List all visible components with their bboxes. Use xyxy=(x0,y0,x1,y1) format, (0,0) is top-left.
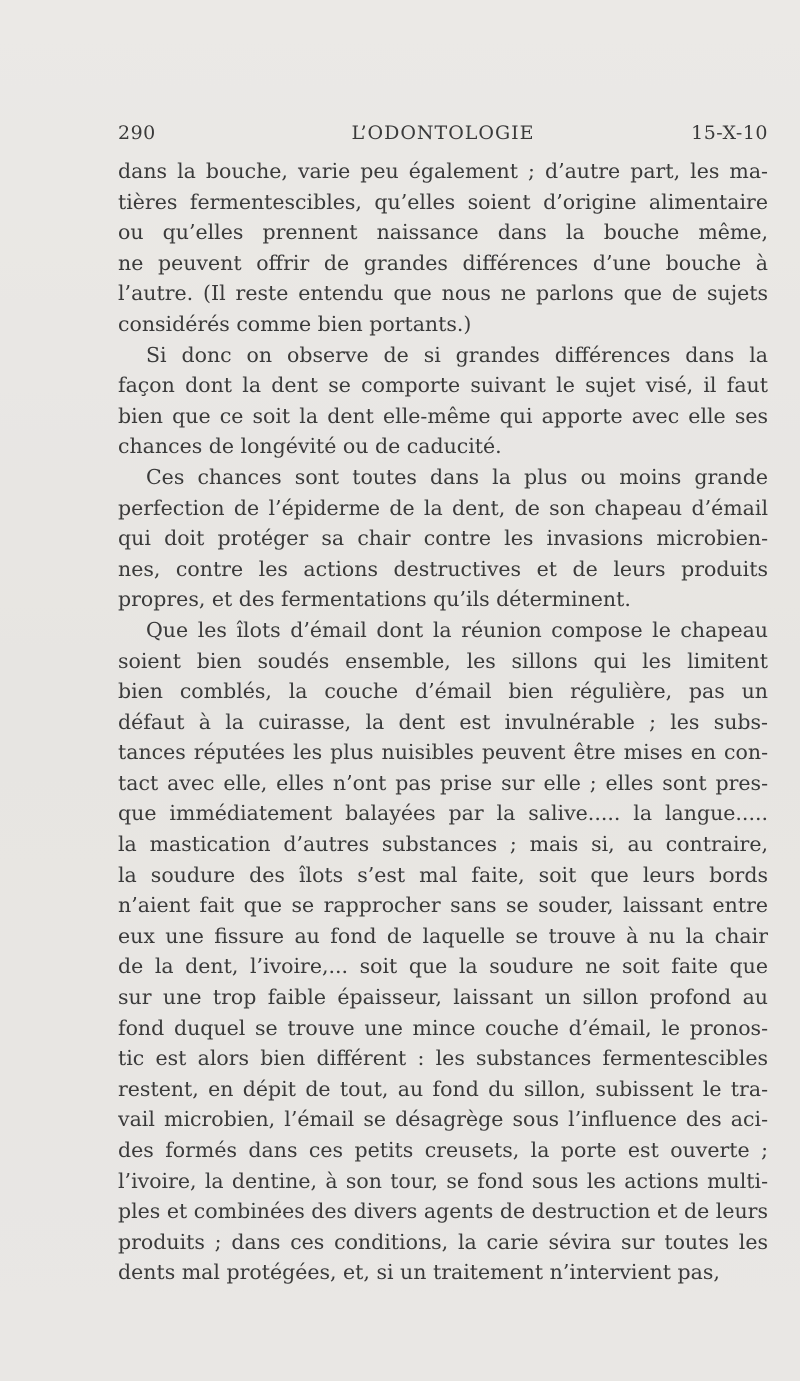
text-line: n’aient fait que se rapprocher sans se souder, laissant entre xyxy=(118,893,768,918)
text-line: perfection de l’épiderme de la dent, de son chapeau d’émail xyxy=(118,495,768,520)
text-line: tières fermentescibles, qu’elles soient d’origine alimentaire xyxy=(118,189,768,214)
text-line: vail microbien, l’émail se désagrège sous l’influence des aci- xyxy=(118,1107,768,1132)
paragraph xyxy=(118,462,768,615)
text-line: ne peuvent offrir de grandes différences d’une bouche à xyxy=(118,250,768,275)
text-line: l’ivoire, la dentine, à son tour, se fond sous les actions multi- xyxy=(118,1168,768,1193)
text-line: soient bien soudés ensemble, les sillons qui les limitent xyxy=(118,648,768,673)
text-line: propres, et des fermentations qu’ils déterminent. xyxy=(118,587,631,612)
text-line: fond duquel se trouve une mince couche d’émail, le pronos- xyxy=(118,1015,768,1040)
text-line: qui doit protéger sa chair contre les invasions microbien- xyxy=(118,526,768,551)
text-line: eux une fissure au fond de laquelle se trouve à nu la chair xyxy=(118,923,768,948)
text-line: que immédiatement balayées par la salive..... la langue..... xyxy=(118,801,768,826)
text-line: produits ; dans ces conditions, la carie sévira sur toutes les xyxy=(118,1229,768,1254)
text-line: la soudure des îlots s’est mal faite, soit que leurs bords xyxy=(118,862,768,887)
text-line: bien que ce soit la dent elle-même qui apporte avec elle ses xyxy=(118,403,768,428)
paragraph xyxy=(118,615,768,1288)
text-line: chances de longévité ou de caducité. xyxy=(118,434,502,459)
text-line: ples et combinées des divers agents de destruction et de leurs xyxy=(118,1199,768,1224)
text-line: considérés comme bien portants.) xyxy=(118,311,472,336)
paragraph xyxy=(118,340,768,462)
text-line: la mastication d’autres substances ; mais si, au contraire, xyxy=(118,832,768,857)
text-line: Que les îlots d’émail dont la réunion compose le chapeau xyxy=(146,617,768,642)
text-line: Si donc on observe de si grandes différences dans la xyxy=(146,342,768,367)
text-line: tic est alors bien différent : les substances fermentescibles xyxy=(118,1046,768,1071)
text-line: tances réputées les plus nuisibles peuvent être mises en con- xyxy=(118,740,768,765)
text-line: Ces chances sont toutes dans la plus ou moins grande xyxy=(146,464,768,489)
body-text xyxy=(118,156,768,1288)
text-line: tact avec elle, elles n’ont pas prise sur elle ; elles sont pres- xyxy=(118,770,768,795)
text-line: ou qu’elles prennent naissance dans la bouche même, xyxy=(118,220,768,245)
journal-title: L’ODONTOLOGIE xyxy=(351,122,535,144)
running-header xyxy=(118,122,768,150)
text-line: de la dent, l’ivoire,... soit que la soudure ne soit faite que xyxy=(118,954,768,979)
text-line: l’autre. (Il reste entendu que nous ne parlons que de sujets xyxy=(118,281,768,306)
text-line: dents mal protégées, et, si un traitement n’intervient pas, xyxy=(118,1260,720,1285)
text-line: façon dont la dent se comporte suivant le sujet visé, il faut xyxy=(118,373,768,398)
text-line: dans la bouche, varie peu également ; d’autre part, les ma- xyxy=(118,159,768,183)
issue-date: 15-X-10 xyxy=(691,122,768,144)
text-line: nes, contre les actions destructives et de leurs produits xyxy=(118,556,768,581)
page-number: 290 xyxy=(118,122,156,144)
text-line: des formés dans ces petits creusets, la porte est ouverte ; xyxy=(118,1138,768,1162)
text-line: bien comblés, la couche d’émail bien régulière, pas un xyxy=(118,679,768,704)
paragraph xyxy=(118,156,768,340)
text-line: restent, en dépit de tout, au fond du sillon, subissent le tra- xyxy=(118,1076,768,1101)
text-line: défaut à la cuirasse, la dent est invulnérable ; les subs- xyxy=(118,709,768,734)
text-line: sur une trop faible épaisseur, laissant un sillon profond au xyxy=(118,985,768,1010)
